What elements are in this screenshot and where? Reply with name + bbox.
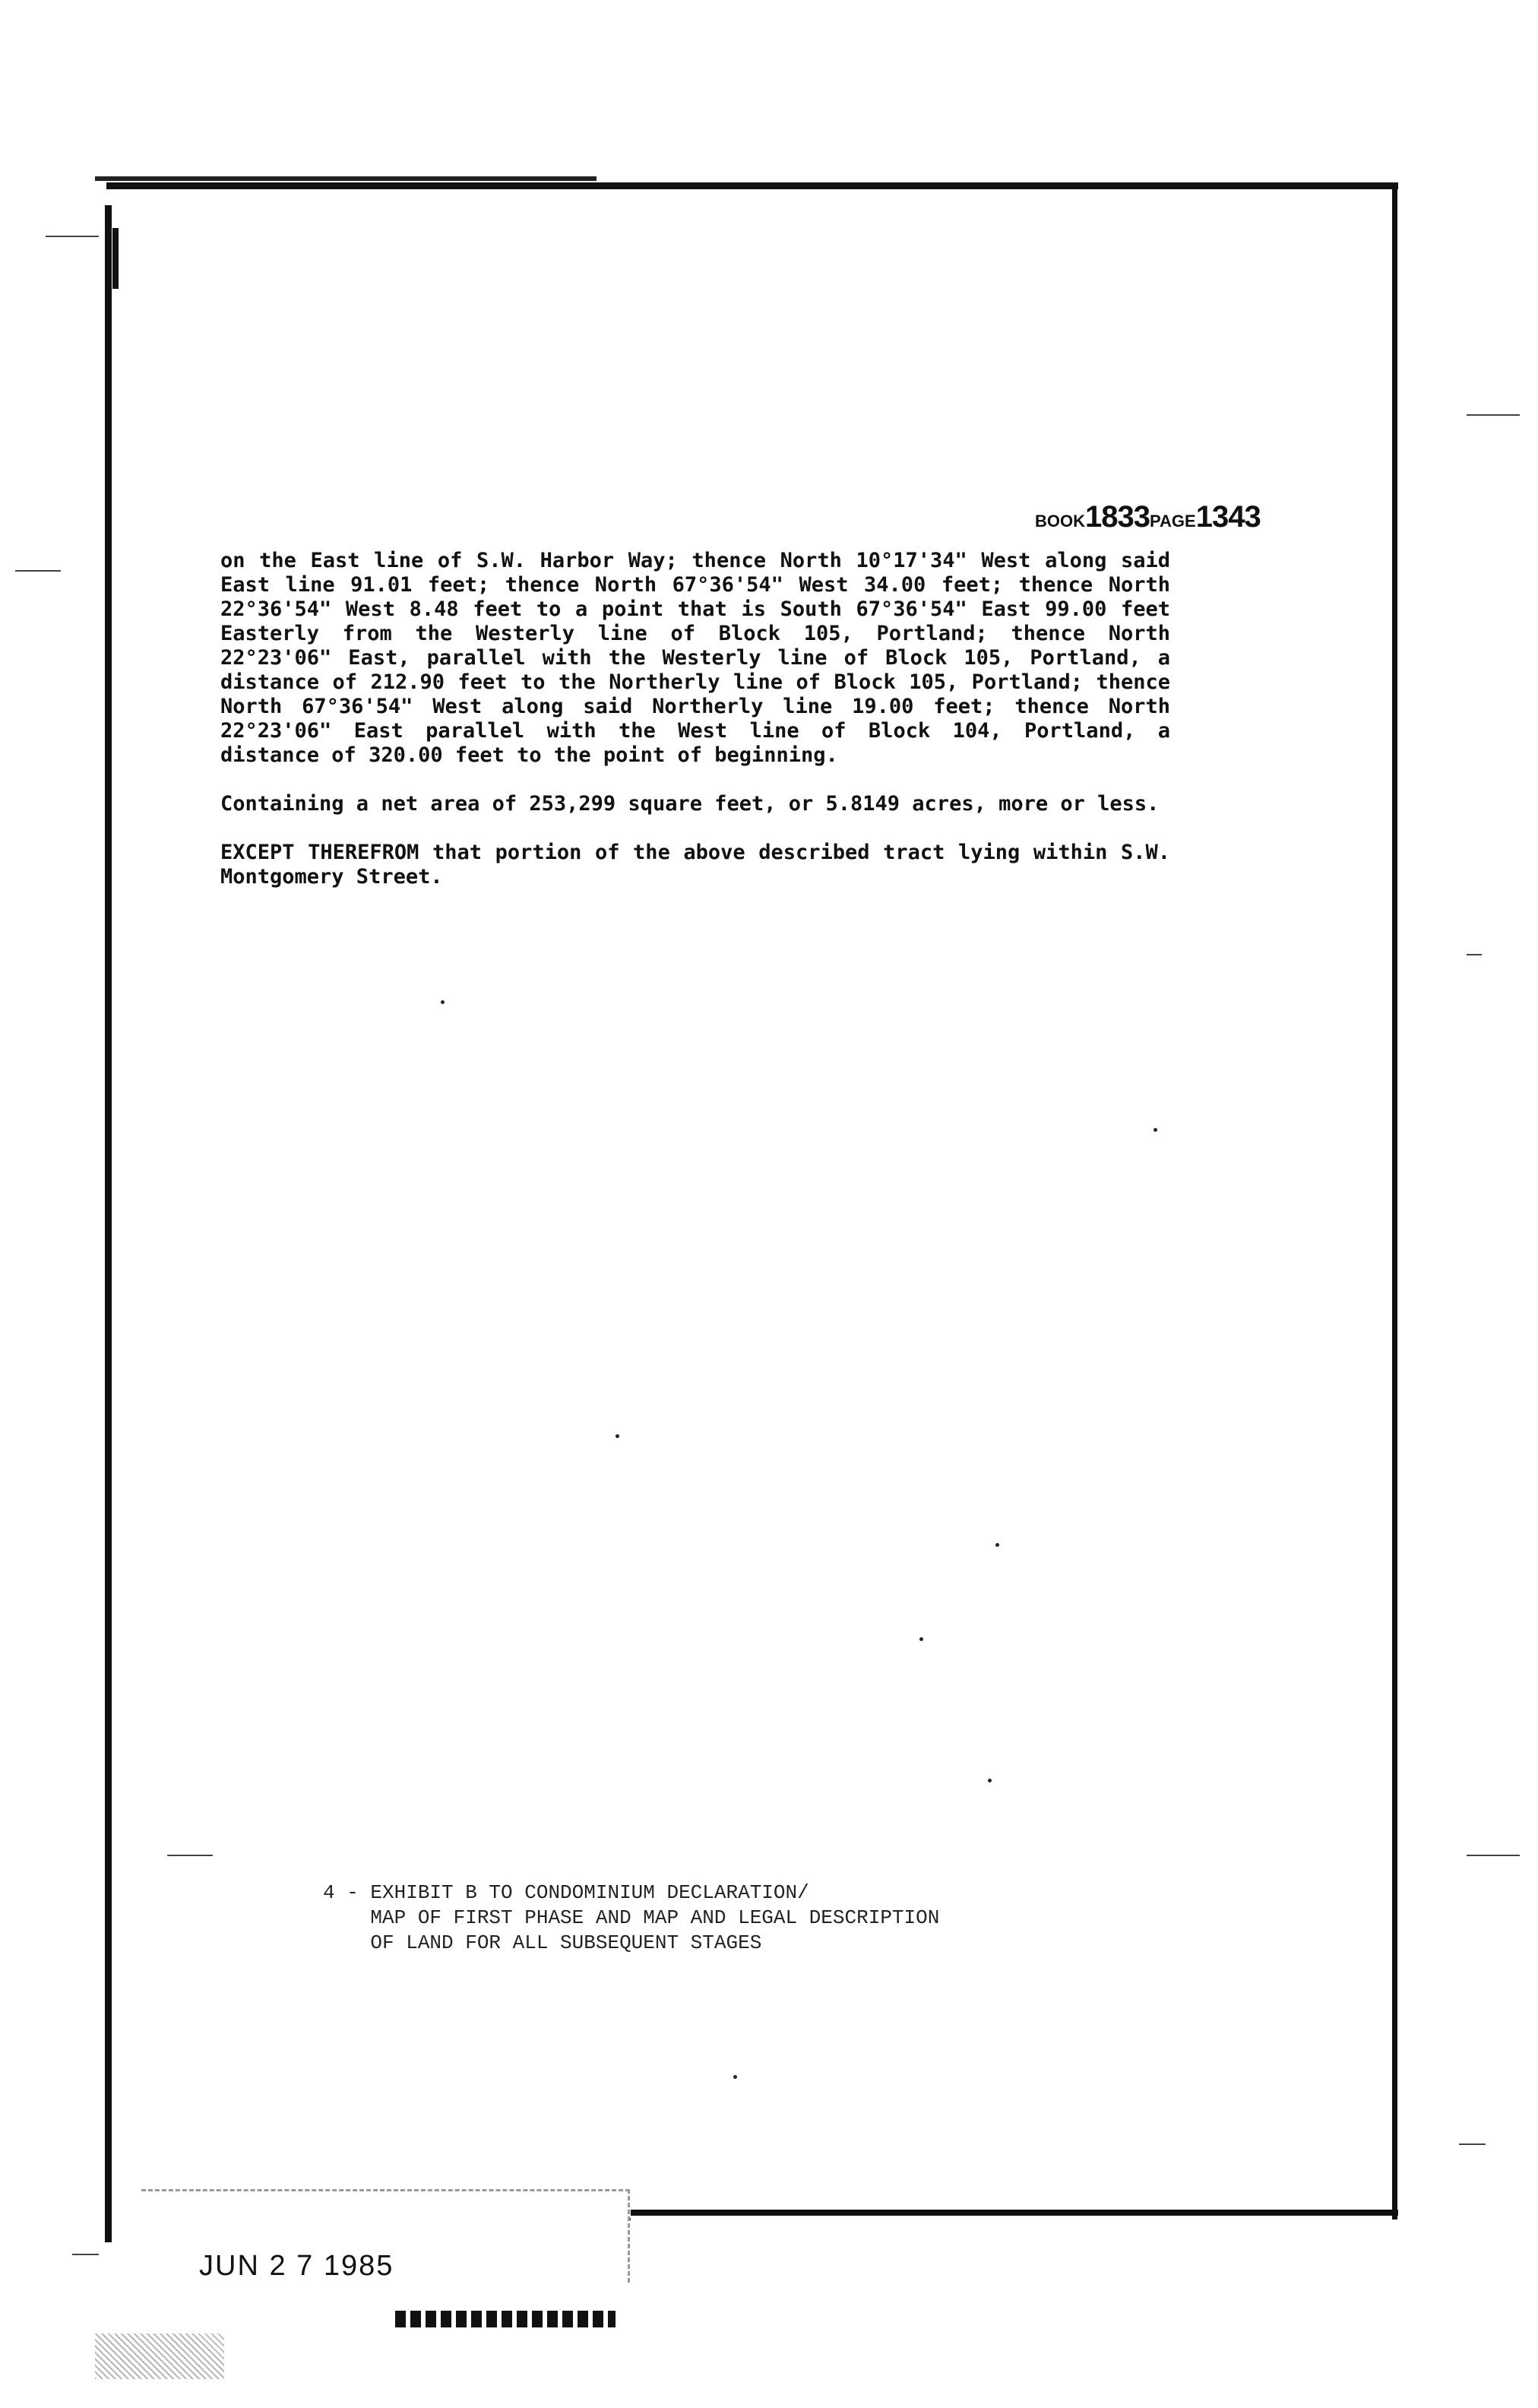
legal-paragraph-boundary: on the East line of S.W. Harbor Way; thence North 10°17'34" West along said East line 91.01 feet; thence North 67°36'54" West 34.00 feet; thence North 22°36'54" West 8.48 feet to a point that is South 67°36'54" East 99.00 feet Easterly from the Westerly line of Block 105, Portland; thence North 22°23'06" East, parallel with the Westerly line of Block 105, Portland, a distance of 212.90 feet to the Northerly line of Block 105, Portland; thence North 67°36'54" West along said Northerly line 19.00 feet; thence North 22°23'06" East parallel with the West line of Block 104, Portland, a distance of 320.00 feet to the point of beginning. [220, 549, 1170, 767]
scan-smudge [95, 2334, 224, 2379]
scan-artifact [1459, 2143, 1486, 2145]
scan-speck [733, 2075, 737, 2079]
page-label: PAGE [1149, 512, 1196, 531]
date-stamp: JUN 2 7 1985 [199, 2250, 394, 2282]
scan-speck [919, 1637, 923, 1641]
scan-artifact [167, 1855, 213, 1856]
exhibit-line-1: 4 - EXHIBIT B TO CONDOMINIUM DECLARATION/ [323, 1881, 809, 1904]
scan-border-right [1392, 182, 1397, 2219]
scan-border-top-fragment [95, 176, 597, 181]
scan-smudge [395, 2311, 616, 2327]
scan-border-bottom [631, 2210, 1398, 2216]
scan-artifact [72, 2254, 99, 2255]
legal-paragraph-exception: EXCEPT THEREFROM that portion of the above described tract lying within S.W. Montgomery Street. [220, 841, 1170, 889]
exhibit-caption [323, 1880, 1159, 1956]
scan-speck [995, 1543, 999, 1547]
exhibit-line-3: OF LAND FOR ALL SUBSEQUENT STAGES [323, 1931, 762, 1954]
scan-artifact [15, 570, 61, 572]
scan-speck [441, 1000, 445, 1004]
scan-artifact [1467, 954, 1482, 955]
legal-paragraph-area: Containing a net area of 253,299 square feet, or 5.8149 acres, more or less. [220, 792, 1160, 816]
book-label: BOOK [1035, 512, 1085, 531]
legal-description [220, 549, 1170, 914]
scan-artifact [112, 228, 119, 289]
scan-artifact [1467, 1855, 1520, 1856]
scan-artifact [46, 236, 99, 237]
book-number: 1833 [1085, 500, 1150, 534]
book-page-stamp [1035, 500, 1261, 534]
scan-speck [1154, 1128, 1157, 1132]
page-number: 1343 [1195, 500, 1261, 534]
scan-speck [616, 1434, 619, 1438]
scan-speck [988, 1779, 992, 1782]
exhibit-line-2: MAP OF FIRST PHASE AND MAP AND LEGAL DESCRIPTION [323, 1906, 940, 1929]
scan-border-left [105, 205, 112, 2242]
scan-border-top [106, 182, 1398, 189]
scan-artifact [1467, 414, 1520, 416]
